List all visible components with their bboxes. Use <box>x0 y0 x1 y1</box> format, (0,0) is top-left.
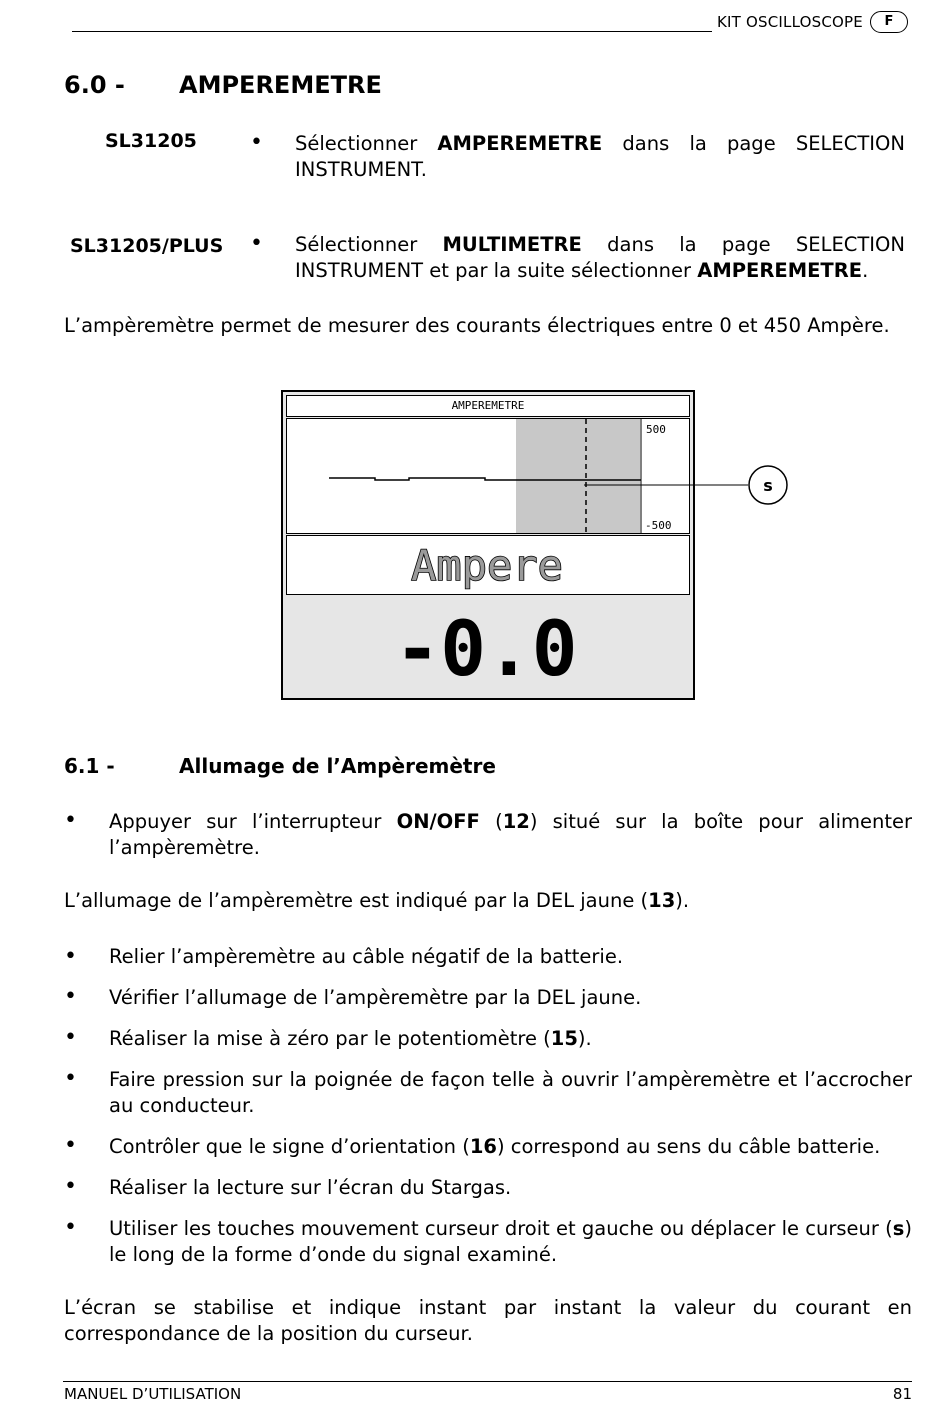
section-title: AMPEREMETRE <box>179 71 382 99</box>
bullet-icon: • <box>64 808 77 833</box>
bullet-icon: • <box>64 1174 77 1199</box>
bullet-icon: • <box>64 944 77 969</box>
bullet-icon: • <box>64 1066 77 1091</box>
subsection-title: Allumage de l’Ampèremètre <box>179 754 496 778</box>
unit-label: Ampere <box>411 541 563 590</box>
header-title: KIT OSCILLOSCOPE <box>717 13 863 31</box>
bullet-power-on: Appuyer sur l’interrupteur ON/OFF (12) situé sur la boîte pour alimenter <box>109 810 912 833</box>
current-value: -0.0 <box>394 604 578 692</box>
header-rule <box>72 31 712 32</box>
intro-text: L’ampèremètre permet de mesurer des courants électriques entre 0 et 450 Ampère. <box>64 314 890 337</box>
footer-rule <box>63 1381 912 1382</box>
model-sl31205-text: Sélectionner AMPEREMETRE dans la page SELECTION INSTRUMENT. <box>295 132 905 181</box>
closing-paragraph-line2: correspondance de la position du curseur. <box>64 1322 473 1345</box>
bullet-icon: • <box>64 984 77 1009</box>
scale-min-label: -500 <box>645 519 672 532</box>
cursor-callout <box>584 464 794 508</box>
screen-title: AMPEREMETRE <box>286 395 690 417</box>
callout-label: s <box>763 476 773 495</box>
subsection-number: 6.1 - <box>64 754 115 778</box>
section-number: 6.0 - <box>64 71 125 99</box>
led-paragraph: L’allumage de l’ampèremètre est indiqué par la DEL jaune (13). <box>64 889 690 912</box>
bullet-icon: • <box>64 1025 77 1050</box>
bullet-cursor-line2: le long de la forme d’onde du signal examiné. <box>109 1243 558 1266</box>
language-badge: F <box>870 11 908 33</box>
bullet-power-on-line2: l’ampèremètre. <box>109 836 260 859</box>
bullet-icon: • <box>64 1215 77 1240</box>
bullet-zero: Réaliser la mise à zéro par le potentiomètre (15). <box>109 1027 592 1050</box>
scale-max-label: 500 <box>646 423 666 436</box>
closing-paragraph: L’écran se stabilise et indique instant par instant la valeur du courant en <box>64 1296 912 1319</box>
ammeter-screen <box>281 390 695 700</box>
bullet-clamp-line2: au conducteur. <box>109 1094 255 1117</box>
value-box <box>286 597 688 692</box>
bullet-read: Réaliser la lecture sur l’écran du Stargas. <box>109 1176 512 1199</box>
bullet-icon: • <box>250 231 263 256</box>
bullet-orientation: Contrôler que le signe d’orientation (16) correspond au sens du câble batterie. <box>109 1135 881 1158</box>
bullet-connect-cable: Relier l’ampèremètre au câble négatif de la batterie. <box>109 945 624 968</box>
bullet-check-led: Vérifier l’allumage de l’ampèremètre par la DEL jaune. <box>109 986 642 1009</box>
bullet-icon: • <box>64 1133 77 1158</box>
bullet-clamp: Faire pression sur la poignée de façon telle à ouvrir l’ampèremètre et l’accrocher <box>109 1068 912 1091</box>
model-sl31205: SL31205 <box>105 130 197 152</box>
bullet-icon: • <box>250 130 263 155</box>
unit-label-box <box>286 535 690 595</box>
bullet-cursor: Utiliser les touches mouvement curseur droit et gauche ou déplacer le curseur (s) <box>109 1217 912 1240</box>
model-sl31205-plus-text: Sélectionner MULTIMETRE dans la page SELECTION INSTRUMENT et par la suite sélectionner AMPEREMETRE. <box>295 233 905 282</box>
page-number: 81 <box>892 1385 912 1403</box>
footer-manual-title: MANUEL D’UTILISATION <box>64 1385 242 1403</box>
model-sl31205-plus: SL31205/PLUS <box>70 235 224 257</box>
